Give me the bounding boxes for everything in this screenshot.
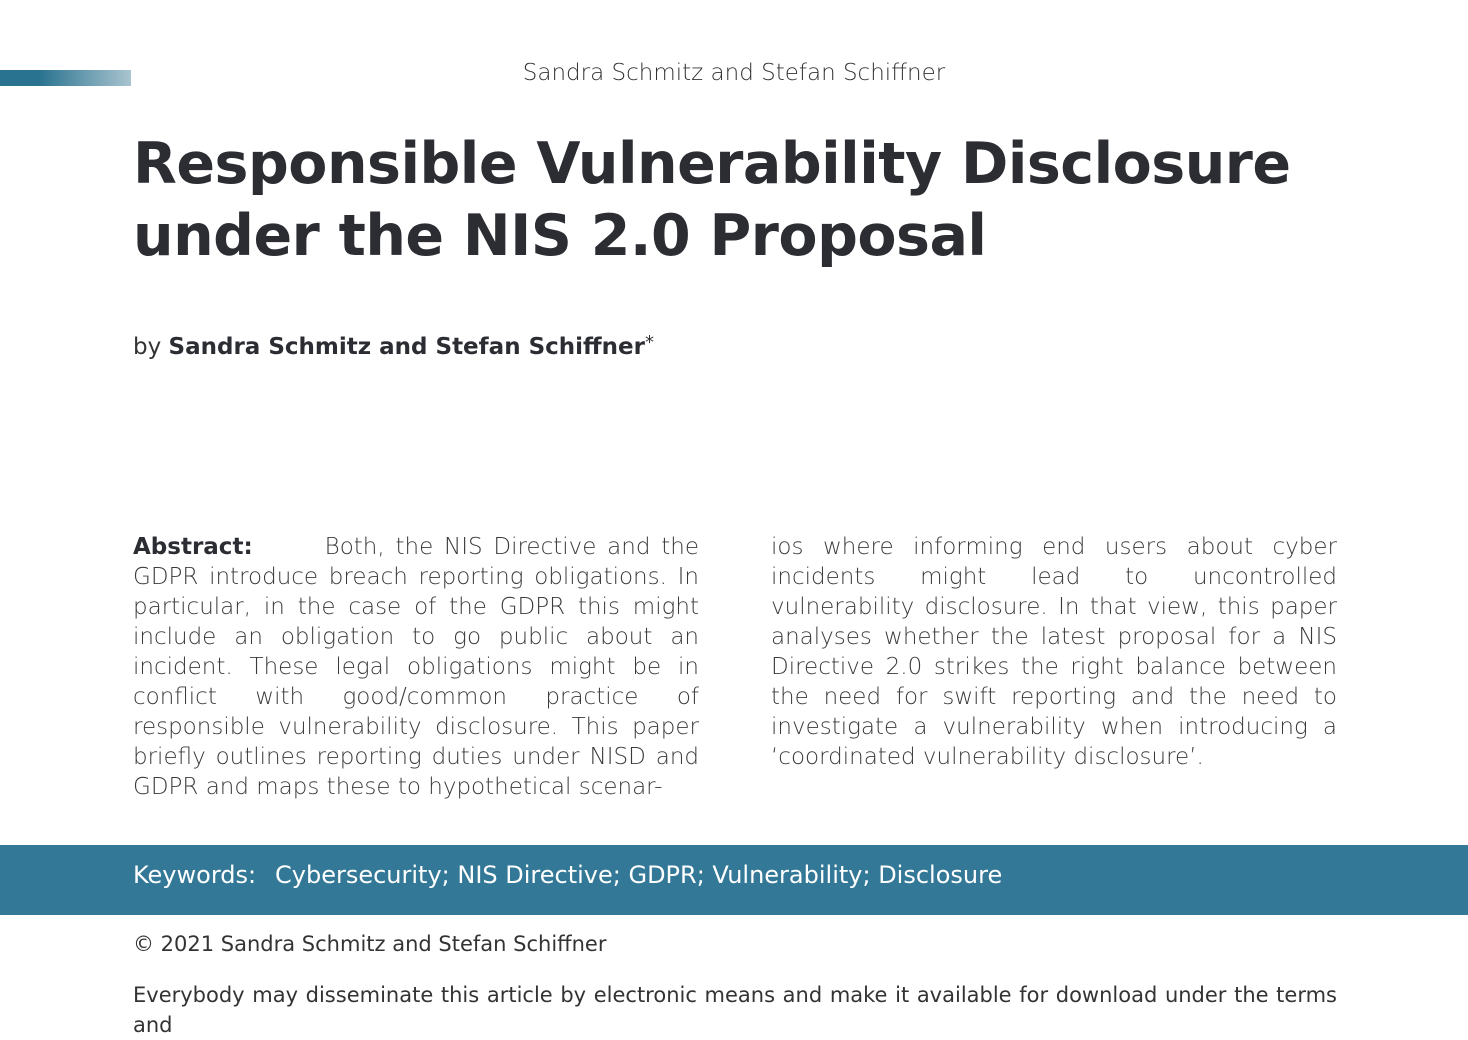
abstract-column-right (771, 532, 1337, 772)
running-head: Sandra Schmitz and Stefan Schiffner (522, 60, 946, 86)
license-text: Everybody may disseminate this article by electronic means and make it available for download under the terms and (133, 983, 1337, 1037)
title-line-2: under the NIS 2.0 Proposal (133, 203, 987, 269)
title-line-1: Responsible Vulnerability Disclosure (133, 131, 1291, 197)
byline-prefix: by (133, 334, 162, 360)
abstract-column-left (133, 532, 699, 802)
byline-authors: Sandra Schmitz and Stefan Schiffner (168, 334, 645, 360)
keywords-band (0, 845, 1468, 915)
byline (133, 334, 654, 360)
article-title (133, 128, 1333, 272)
abstract-text-left: Both, the NIS Directive and the GDPR introduce breach reporting obligations. In particular, in the case of the GDPR this might include an obligation to go public about an incident. These legal obligations might be in conflict with good/common practice of responsible vulnerability disclosure. This paper briefly outlines reporting duties under NISD and GDPR and maps these to hypothetical scenar- (133, 534, 699, 800)
keywords-list: Cybersecurity; NIS Directive; GDPR; Vulnerability; Disclosure (275, 861, 1003, 889)
abstract-label: Abstract: (133, 534, 253, 560)
author-footnote-mark: * (644, 332, 654, 353)
abstract-text-right: ios where informing end users about cyber incidents might lead to uncontrolled vulnerability disclosure. In that view, this paper analyses whether the latest proposal for a NIS Directive 2.0 strikes the right balance between the need for swift reporting and the need to investigate a vulnerability when introducing a ‘coordinated vulnerability disclosure’. (771, 534, 1337, 770)
keywords-label: Keywords: (133, 861, 257, 889)
copyright-notice: © 2021 Sandra Schmitz and Stefan Schiffner (133, 932, 607, 956)
